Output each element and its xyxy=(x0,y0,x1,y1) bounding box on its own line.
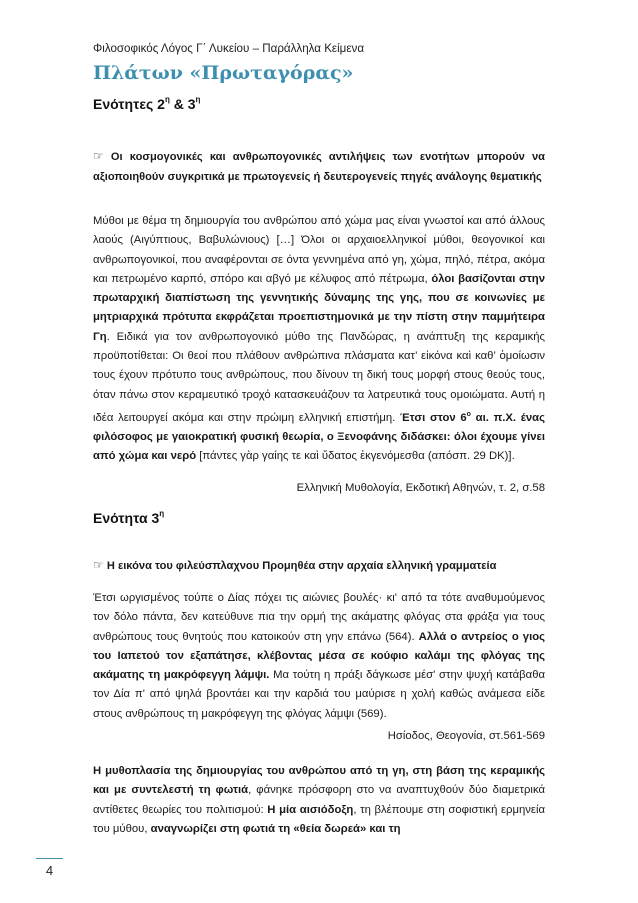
source-citation-1: Ελληνική Μυθολογία, Εκδοτική Αθηνών, τ. 2, σ.58 xyxy=(296,482,545,494)
lead-paragraph-1: ☞ Οι κοσμογονικές και ανθρωπογονικές αντιλήψεις των ενοτήτων μπορούν να αξιοποιηθούν συγκριτικά με πρωτογενείς ή δευτερογενείς πηγές ανάλογης θεματικής xyxy=(93,149,545,183)
pointing-hand-icon: ☞ xyxy=(93,149,104,163)
pointing-hand-icon: ☞ xyxy=(93,558,104,572)
lead-paragraph-2: ☞ Η εικόνα του φιλεύσπλαχνου Προμηθέα στην αρχαία ελληνική γραμματεία xyxy=(93,558,497,572)
document-title: Πλάτων «Πρωταγόρας» xyxy=(93,62,354,84)
body-paragraph-2: Έτσι ωργισμένος τούπε ο Δίας πόχει τις αιώνιες βουλές· κι' από τα τότε αναθυμούμενος τον δόλο πάντα, δεν κατεύθυνε πια την ορμή της ακάματης φλόγας στα φράξα για τους ανθρώπους τους θνητούς που κατοικούν στη γην επάνω (564). Αλλά ο αντρείος ο γιος του Ιαπετού τον εξαπάτησε, κλέβοντας μέσα σε κούφιο καλάμι της φλόγας της ακάματης τη μακρόφεγγη λάμψι. Μα τούτη η πράξι δάγκωσε μέσ' στην ψυχή κατάβαθα τον Δία π' από ψηλά βροντάει και την καρδιά του μαύρισε η χολή καθώς ανάμεσα είδε στους ανθρώπους τη μακρόφεγγη της φλόγας λάμψι (569). xyxy=(93,592,546,720)
page-number-rule xyxy=(36,858,63,859)
section-heading-2-3: Ενότητες $2^\eta$ & $3^\eta$ xyxy=(93,95,201,112)
section-heading-3: Ενότητα $3^\eta$ xyxy=(93,509,165,526)
body-paragraph-3: Η μυθοπλασία της δημιουργίας του ανθρώπου από τη γη, στη βάση της κεραμικής και με συντελεστή τη φωτιά, φάνηκε πρόσφορη στο να αναπτυχθούν δύο διαμετρικά αντίθετες θεωρίες του πολιτισμού: Η μία αισιόδοξη, τη βλέπουμε στη σοφιστική ερμηνεία του μύθου, αναγνωρίζει στη φωτιά τη «θεία δωρεά» και τη xyxy=(93,765,545,835)
page-number: 4 xyxy=(45,863,54,878)
body-paragraph-1: Μύθοι με θέμα τη δημιουργία του ανθρώπου από χώμα μας είναι γνωστοί και από άλλους λαούς (Αιγύπτιους, Βαβυλώνιους) […] Όλοι οι αρχαιοελληνικοί μύθοι, θεογονικοί και ανθρωπογονικοί, που αναφέρονται σε όντα γεννημένα από γη, χώμα, πηλό, πέτρα, ακόμα και πετρωμένο καρπό, σπόρο και αβγό με κέλυφος από πέτρωμα, όλοι βασίζονται στην πρωταρχική διαπίστωση της γεννητικής δύναμης της γης, που σε κοινωνίες με μητριαρχικά πρότυπα εκφράζεται προεπιστημονικά με την πίστη στην παμμήτειρα Γη. Ειδικά για τον ανθρωπογονικό μύθο της Πανδώρας, η ανάπτυξη της κεραμικής προϋποτίθεται: Οι θεοί που πλάθουν ανθρώπινα πλάσματα κατ’ εἰκόνα καὶ καθ’ ὁμοίωσιν τους έχουν πρότυπο τους ανθρώπους, που δίνουν τη δική τους μορφή στους θεούς τους, όταν πάνω στον κεραμευτικό τροχό κατασκευάζουν τα λατρευτικά τους ομοιώματα. Αυτή η ιδέα λειτουργεί ακόμα και στην πρώιμη ελληνική επιστήμη. Έτσι στον $6^o$ αι. π.Χ. ένας φιλόσοφος με γαιοκρατική φυσική θεωρία, ο Ξενοφάνης διδάσκει: όλοι έχουμε γίνει από χώμα και νερό [πάντες γὰρ γαίης τε καὶ ὕδατος ἐκγενόμεσθα (απόσπ. 29 DK)]. xyxy=(93,215,545,463)
source-citation-2: Ησίοδος, Θεογονία, στ.561-569 xyxy=(387,730,545,742)
running-header: Φιλοσοφικός Λόγος Γ΄ Λυκείου – Παράλληλα Κείμενα xyxy=(93,42,365,55)
